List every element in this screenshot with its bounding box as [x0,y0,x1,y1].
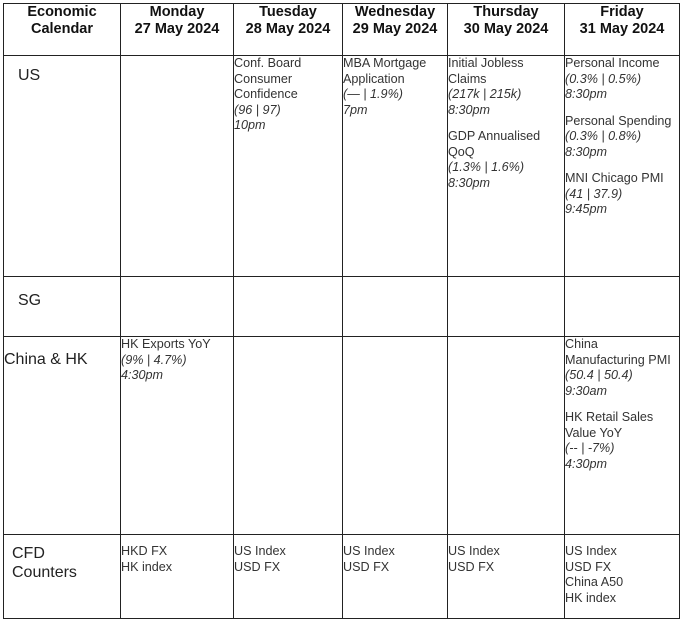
event-item [565,171,679,218]
event-time: 9:30am [565,383,608,398]
cell-sg-friday [565,277,680,337]
event-time: 10pm [234,118,266,132]
event-item [448,56,564,118]
cell-sg-tuesday [234,277,343,337]
event-item [565,114,679,161]
event-forecast: (217k | 215k) [448,87,522,101]
day-date: 29 May 2024 [352,21,438,37]
cell-sg-monday [121,277,234,337]
day-date: 30 May 2024 [463,21,549,37]
day-name: Thursday [473,4,539,20]
event-time: 8:30pm [448,175,491,190]
day-name: Wednesday [354,4,436,20]
event-name: Personal Income [565,56,660,70]
event-name: GDP Annualised QoQ [448,129,541,159]
event-time: 4:30pm [565,456,608,471]
cell-us-thursday [448,56,565,277]
counter-item: USD FX [343,559,390,574]
event-name: HK Retail Sales Value YoY [565,410,654,440]
event-forecast: (96 | 97) [234,102,281,117]
header-friday [565,4,680,56]
counter-item: US Index [234,544,286,558]
cell-sg-thursday [448,277,565,337]
event-time: 8:30pm [448,102,491,117]
event-item [565,337,679,399]
day-date: 28 May 2024 [245,21,331,37]
day-name: Friday [600,4,644,20]
row-label-sg [4,277,121,337]
event-name: Initial Jobless Claims [448,56,524,86]
day-date: 31 May 2024 [579,21,665,37]
event-forecast: (1.3% | 1.6%) [448,160,525,174]
cell-china-hk-monday [121,337,234,535]
event-name: HK Exports YoY [121,337,211,351]
event-item [121,337,233,384]
event-time: 8:30pm [565,87,608,101]
corner-line-2: Calendar [30,21,94,37]
event-forecast: (0.3% | 0.8%) [565,129,642,143]
cell-china-hk-friday [565,337,680,535]
event-item [234,56,342,134]
cell-us-tuesday [234,56,343,277]
header-wednesday [343,4,448,56]
row-sg [4,277,680,337]
row-label-us [4,56,121,277]
cell-sg-wednesday [343,277,448,337]
row-label-text: US [18,67,41,84]
corner-line-1: Economic [27,4,97,20]
event-name: Personal Spending [565,113,672,128]
counter-item: China A50 [565,575,624,589]
event-time: 7pm [343,102,368,117]
cell-us-friday [565,56,680,277]
event-name: MBA Mortgage Application [343,56,427,86]
header-monday [121,4,234,56]
event-forecast: (50.4 | 50.4) [565,368,633,382]
counter-item: US Index [448,544,500,558]
row-us [4,56,680,277]
counter-item: USD FX [448,559,495,574]
counter-item: US Index [343,544,395,558]
event-item [565,410,679,472]
event-name: China Manufacturing PMI [565,337,671,367]
event-name: Conf. Board Consumer Confidence [234,56,302,101]
day-date: 27 May 2024 [134,21,220,37]
corner-header [4,4,121,56]
day-name: Monday [149,4,205,20]
event-name: MNI Chicago PMI [565,171,664,185]
event-forecast: (9% | 4.7%) [121,352,187,367]
cell-china-hk-tuesday [234,337,343,535]
header-tuesday [234,4,343,56]
event-forecast: (0.3% | 0.5%) [565,71,642,86]
row-label-text: Counters [12,564,77,581]
counter-item: HK index [121,559,173,574]
day-name: Tuesday [259,4,317,20]
event-time: 4:30pm [121,368,164,382]
counter-item: USD FX [565,559,612,574]
event-time: 8:30pm [565,144,608,159]
header-thursday [448,4,565,56]
counter-item: USD FX [234,559,281,574]
cell-china-hk-thursday [448,337,565,535]
economic-calendar-table [3,3,680,619]
cell-us-wednesday [343,56,448,277]
row-label-text: SG [18,292,42,309]
cell-us-monday [121,56,234,277]
event-forecast: (41 | 37.9) [565,186,623,201]
row-label-text: China & HK [4,351,88,368]
counter-item: HK index [565,590,617,605]
event-forecast: (-- | -7%) [565,441,615,455]
row-china-hk [4,337,680,535]
event-item [565,56,679,103]
event-item [343,56,447,118]
cell-china-hk-wednesday [343,337,448,535]
counter-item: US Index [565,544,617,558]
event-time: 9:45pm [565,202,608,216]
row-label-text: CFD [12,545,45,562]
counter-item: HKD FX [121,544,168,558]
event-forecast: (— | 1.9%) [343,87,403,101]
row-label-china-hk [4,337,121,535]
event-item [448,129,564,191]
header-row [4,4,680,56]
